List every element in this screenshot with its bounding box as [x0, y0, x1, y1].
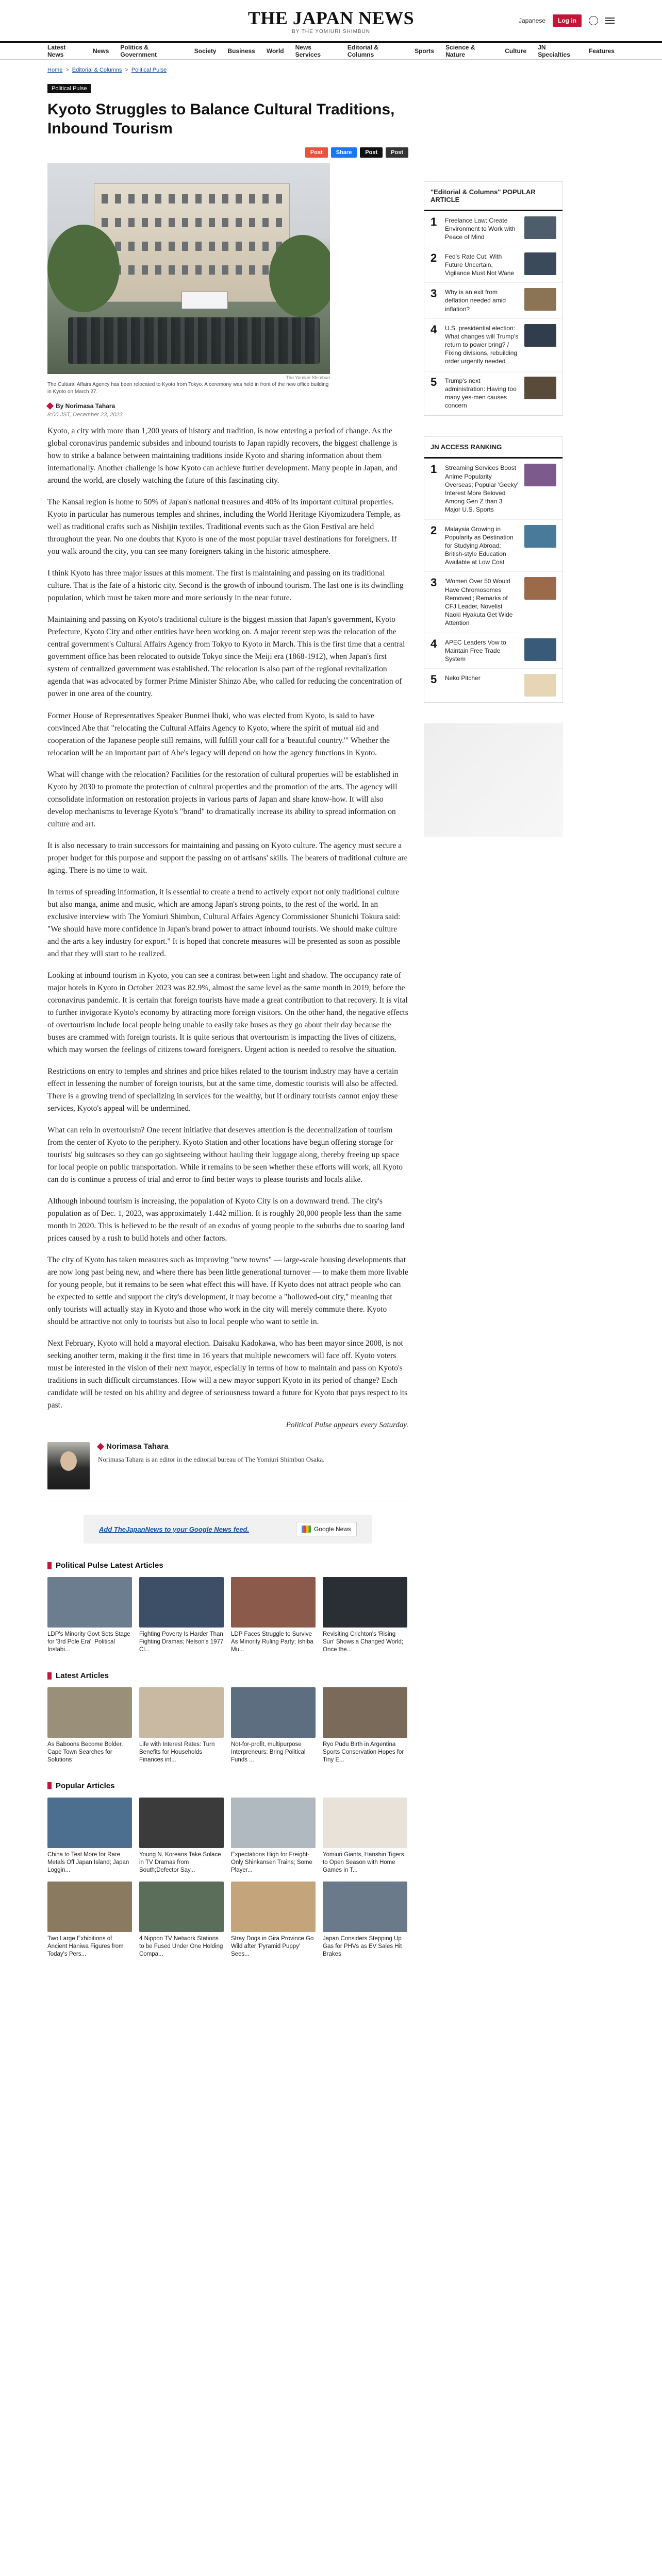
share-button-hatena[interactable]: Post [305, 147, 328, 158]
card-thumbnail[interactable] [231, 1882, 316, 1932]
category-tag[interactable]: Political Pulse [47, 84, 91, 93]
window-shape [142, 265, 148, 275]
card-title[interactable]: Japan Considers Stepping Up Gas for PHVs as EV Sales Hit Brakes [323, 1935, 402, 1957]
language-link[interactable]: Japanese [518, 17, 545, 24]
window-shape [195, 194, 202, 204]
window-shape [102, 194, 108, 204]
rank-number: 3 [431, 287, 437, 300]
rank-number: 2 [431, 251, 437, 264]
nav-item[interactable]: Science & Nature [445, 44, 475, 58]
card-thumbnail[interactable] [139, 1798, 224, 1848]
article-section [47, 1671, 408, 1764]
card-thumbnail[interactable] [323, 1882, 407, 1932]
card-grid [47, 1798, 408, 1958]
rank-title[interactable]: 'Women Over 50 Would Have Chromosomes Removed'; Remarks of CFJ Leader, Novelist Naoki Hyakuta Get Wide Attention [445, 578, 513, 627]
rank-thumbnail[interactable] [524, 252, 556, 275]
author-box [47, 1442, 408, 1501]
pen-icon [46, 402, 54, 410]
card-title[interactable]: Stray Dogs in Gira Province Go Wild after 'Pyramid Puppy' Sees... [231, 1935, 314, 1957]
article-card[interactable] [47, 1882, 132, 1958]
section-title [47, 1782, 408, 1790]
nav-item[interactable]: Sports [415, 47, 435, 55]
header-tools [519, 14, 615, 27]
section-marker-icon [47, 1562, 52, 1569]
author-photo [47, 1442, 90, 1489]
popular-title: "Editorial & Columns" POPULAR ARTICLE [424, 182, 562, 211]
window-shape [222, 242, 228, 251]
card-grid [47, 1577, 408, 1654]
window-shape [249, 194, 255, 204]
card-title[interactable]: Expectations High for Freight-Only Shinkansen Trains; Some Player... [231, 1851, 312, 1873]
site-header [0, 0, 662, 41]
window-shape [249, 218, 255, 227]
building-illustration [94, 183, 290, 302]
author-name[interactable] [98, 1442, 324, 1451]
window-shape [128, 265, 135, 275]
rank-thumbnail[interactable] [524, 577, 556, 600]
rank-title[interactable]: Fed's Rate Cut: With Future Uncertain, Vigilance Must Not Wane [445, 252, 515, 277]
article [47, 83, 408, 1958]
window-shape [209, 194, 215, 204]
rank-item[interactable] [424, 319, 562, 371]
rank-title[interactable]: Why is an exit from deflation needed amid inflation? [445, 289, 506, 313]
window-shape [182, 242, 188, 251]
card-title[interactable]: LDP Faces Struggle to Survive As Minority Ruling Party; Ishiba Mu... [231, 1631, 313, 1653]
article-card[interactable] [231, 1798, 316, 1874]
login-button[interactable]: Log in [553, 14, 582, 27]
window-shape [249, 265, 255, 275]
article-card[interactable] [139, 1882, 224, 1958]
rank-number: 2 [431, 523, 437, 537]
rank-title[interactable]: Trump's next administration: Having too many yes-men causes concern [445, 377, 517, 410]
nav-item[interactable]: News Services [295, 44, 321, 58]
card-title[interactable]: China to Test More for Rare Metals Off Japan Island; Japan Loggin... [47, 1851, 129, 1873]
rank-number: 5 [431, 673, 437, 686]
article-card[interactable] [47, 1687, 132, 1764]
article-card[interactable] [139, 1687, 224, 1764]
window-shape [222, 265, 228, 275]
rank-number: 1 [431, 215, 437, 228]
window-shape [262, 265, 269, 275]
related-sections [47, 1561, 408, 1958]
rank-number: 4 [431, 323, 437, 336]
window-shape [115, 194, 121, 204]
article-card[interactable] [323, 1687, 407, 1764]
article-paragraph: Although inbound tourism is increasing, the population of Kyoto City is on a downward trend. The city's population as of Dec. 1, 2023, was approximately 1.442 million. It is roughly 20,000 people less than the same month in 2020. This is believed to be the result of an exodus of young people to the suburbs due to soaring land prices caused by a rush to build hotels and other factors. [47, 1197, 405, 1243]
window-shape [236, 242, 242, 251]
byline-text[interactable]: By Norimasa Tahara [56, 402, 115, 410]
ranking-list [424, 459, 562, 702]
rank-title[interactable]: Neko Pitcher [445, 674, 481, 682]
window-shape [262, 218, 269, 227]
article-section [47, 1561, 408, 1654]
google-news-text[interactable]: Add TheJapanNews to your Google News feed. [99, 1525, 250, 1533]
card-title[interactable]: Life with Interest Rates: Turn Benefits for Households Finances int... [139, 1741, 215, 1763]
rank-number: 5 [431, 375, 437, 388]
article-card[interactable] [231, 1577, 316, 1654]
window-shape [128, 194, 135, 204]
card-thumbnail[interactable] [323, 1798, 407, 1848]
card-thumbnail[interactable] [231, 1798, 316, 1848]
card-thumbnail[interactable] [47, 1882, 132, 1932]
article-paragraph: It is also necessary to train successors for maintaining and passing on Kyoto culture. The agency must secure a proper budget for this purpose and support the passing on of artisans' skills. The bearers of traditional culture are aging. There is no time to wait. [47, 841, 408, 875]
article-paragraph: Restrictions on entry to temples and shrines and price hikes related to the tourism industry may have a certain effect in lessening the number of foreign tourists, but at the same time, domestic tourists will also be affected. There is a growing trend of specializing in services for the wealthy, but if ordinary tourists cannot enjoy these services, Kyoto's appeal will be undermined. [47, 1066, 399, 1113]
article-card[interactable] [231, 1687, 316, 1764]
window-shape [236, 265, 242, 275]
breadcrumb-home[interactable]: Home [47, 67, 63, 73]
rank-item[interactable] [424, 572, 562, 633]
article-card[interactable] [323, 1798, 407, 1874]
card-thumbnail[interactable] [139, 1882, 224, 1932]
rank-title[interactable]: APEC Leaders Vow to Maintain Free Trade System [445, 638, 506, 663]
photo-caption: The Cultural Affairs Agency has been relocated to Kyoto from Tokyo. A ceremony was held in front of the new office building in Kyoto on March 27. [47, 382, 329, 395]
card-title[interactable]: Revisiting Crichton's 'Rising Sun' Shows a Changed World; Once the... [323, 1631, 404, 1653]
section-title [47, 1671, 408, 1680]
article-paragraph: Next February, Kyoto will hold a mayoral election. Daisaku Kadokawa, who has been mayor since 2008, is not seeking another term, making it the first time in 16 years that multiple newcomers will face off. Kyoto voters must be interested in the vision of their next mayor, especially in terms of how to maintain and pass on Kyoto's traditions in such difficult circumstances. How will a new mayor support Kyoto in its period of change? Each candidate will be tested on his ability and degree of seriousness toward a future for Kyoto that pays respect to its past. [47, 1339, 408, 1410]
nav-item[interactable]: Editorial & Columns [347, 44, 378, 58]
nav-item[interactable]: Society [194, 47, 217, 55]
card-title[interactable]: Ryo Pudu Birth in Argentina Sports Conservation Hopes for Tiny E... [323, 1741, 404, 1763]
author-name-text[interactable]: Norimasa Tahara [106, 1442, 169, 1451]
dateline: 8:00 JST, December 23, 2023 [47, 412, 123, 418]
rank-thumbnail[interactable] [524, 216, 556, 239]
article-paragraph: What can rein in overtourism? One recent initiative that deserves attention is the decentralization of tourism from the center of Kyoto to the periphery. Kyoto Station and other locations have begun offering storage for tourists' big suitcases so they can go sightseeing without hauling their luggage along, thereby freeing up space for local people on public transportation. While it remains to be seen whether these efforts will work, all Kyoto can do is continue a process of trial and error to find better ways to please tourists and locals alike. [47, 1125, 403, 1184]
section-marker-icon [47, 1672, 52, 1680]
card-title[interactable]: Young N. Koreans Take Solace in TV Dramas from South;Defector Say... [139, 1851, 221, 1873]
window-shape [182, 194, 188, 204]
rank-item[interactable] [424, 211, 562, 247]
ranking-box [424, 436, 563, 703]
rank-title[interactable]: Malaysia Growing in Popularity as Destination for Studying Abroad; British-style Education Available at Low Cost [445, 525, 514, 566]
share-buttons [47, 147, 408, 158]
article-card[interactable] [323, 1577, 407, 1654]
breadcrumb-sep: > [125, 67, 128, 73]
rank-item[interactable] [424, 283, 562, 319]
search-icon[interactable] [589, 16, 598, 25]
tree-shape [269, 235, 330, 317]
google-news-button[interactable] [296, 1522, 357, 1536]
sidebar-ad[interactable] [424, 723, 563, 837]
google-news-label: Google News [313, 1526, 351, 1533]
rank-thumbnail[interactable] [524, 674, 556, 697]
window-shape [115, 218, 121, 227]
article-card[interactable] [139, 1577, 224, 1654]
window-shape [128, 218, 135, 227]
nav-item[interactable]: News [93, 47, 109, 55]
rank-thumbnail[interactable] [524, 324, 556, 347]
rank-title[interactable]: Freelance Law: Create Environment to Work with Peace of Mind [445, 217, 516, 241]
window-shape [155, 218, 161, 227]
window-shape [209, 242, 215, 251]
sidebar [424, 83, 563, 1958]
window-shape [102, 218, 108, 227]
window-shape [155, 265, 161, 275]
article-paragraph: Maintaining and passing on Kyoto's traditional culture is the biggest mission that Japan's government, Kyoto Prefecture, Kyoto City and other entities have been working on. A major recent step was the relocation of the central government's Cultural Affairs Agency from Tokyo to Kyoto in March. This is the first time that a central government office has been relocated to outside Tokyo since the Meiji era (1868-1912), when Japan's first system of centralized government was established. The relocation is also part of the regional revitalization agenda that was advocated by former Prime Minister Shinzo Abe, who called for reducing the concentration of power in one area of the country. [47, 615, 405, 699]
breadcrumb-editorial[interactable]: Editorial & Columns [72, 67, 122, 73]
google-news-banner[interactable] [84, 1515, 372, 1544]
nav-item[interactable]: Features [588, 47, 615, 55]
window-shape [155, 242, 161, 251]
rank-thumbnail[interactable] [524, 525, 556, 548]
window-shape [236, 194, 242, 204]
photo-credit: The Yomiuri Shimbun [286, 375, 330, 381]
rank-item[interactable] [424, 459, 562, 519]
window-shape [262, 194, 269, 204]
rank-item[interactable] [424, 669, 562, 702]
main-content [0, 76, 662, 1958]
window-shape [169, 218, 175, 227]
article-paragraph: Former House of Representatives Speaker Bunmei Ibuki, who was elected from Kyoto, is said to have convinced Abe that "relocating the Cultural Affairs Agency to Kyoto, where the spirit of mutual aid and cooperation of the Japanese people still remains, will fulfill your call for a 'beautiful country.'" Whether the relocation will be an important part of Abe's legacy will depend on how the agency functions in Kyoto. [47, 711, 390, 757]
nav-item[interactable]: Culture [505, 47, 527, 55]
card-thumbnail[interactable] [139, 1687, 224, 1738]
site-logo[interactable]: THE JAPAN NEWS [247, 7, 415, 28]
article-paragraph: Looking at inbound tourism in Kyoto, you can see a contrast between light and shadow. The occupancy rate of major hotels in Kyoto in October 2023 was 82.9%, almost the same level as the same month in 2019, before the coronavirus pandemic. It is certain that foreign tourists have made a great contribution to that recovery. It is vital to further invigorate Kyoto's economy by attracting more foreign visitors. On the other hand, the negative effects of overtourism include local people being unable to easily take buses as they go about their day because the buses are crammed with foreign tourists. It is quite serious that overtourism is impacting the lives of citizens, which may worsen the feelings of citizens toward foreigners. Urgent action is needed to resolve the situation. [47, 971, 408, 1054]
share-button-line[interactable]: Post [386, 147, 408, 158]
card-title[interactable]: Not-for-profit, multipurpose Interpreneurs: Bring Political Funds ... [231, 1741, 306, 1763]
author-bio: Norimasa Tahara is an editor in the editorial bureau of The Yomiuri Shimbun Osaka. [98, 1455, 325, 1464]
window-shape [195, 265, 202, 275]
rank-number: 1 [431, 463, 437, 476]
rank-title[interactable]: Streaming Services Boost Anime Popularity Overseas; Popular 'Geeky' Interest More Beloved Among Gen Z than 3 Major U.S. Sports [445, 464, 518, 514]
window-shape [195, 218, 202, 227]
window-shape [182, 218, 188, 227]
byline [47, 402, 408, 410]
window-shape [142, 242, 148, 251]
window-shape [222, 218, 228, 227]
section-title-text: Popular Articles [56, 1781, 115, 1790]
card-title[interactable]: As Baboons Become Bolder, Cape Town Searches for Solutions [47, 1741, 123, 1763]
rank-number: 4 [431, 637, 437, 650]
article-paragraph: The Kansai region is home to 50% of Japan's national treasures and 40% of its important cultural properties. Kyoto in particular has numerous temples and shrines, including the World Heritage Kiyomizudera Temple, as well as traditional crafts such as Nishijin textiles. Traditional events such as the Gion Festival are held throughout the year. No one doubts that Kyoto is one of the most popular travel destinations for foreigners. If you walk around the city, you can see many foreigners taking in the historic atmosphere. [47, 498, 401, 556]
window-shape [195, 242, 202, 251]
card-title[interactable]: Fighting Poverty Is Harder Than Fighting Dramas; Nelson's 1977 Cl... [139, 1631, 224, 1653]
rank-item[interactable] [424, 247, 562, 283]
article-card[interactable] [139, 1798, 224, 1874]
window-shape [142, 194, 148, 204]
window-shape [276, 194, 282, 204]
window-shape [249, 242, 255, 251]
article-paragraph: What will change with the relocation? Facilities for the restoration of cultural properties will be established in Kyoto by 2030 to promote the protection of cultural properties and the promotion of the arts. The agency will consolidate information on restoration projects in various parts of Japan and share know-how. It will also develop mechanisms to leverage Kyoto's "brand" to dramatically increase its ability to spread information on culture and art. [47, 770, 399, 828]
banner-shape [181, 292, 228, 309]
article-card[interactable] [47, 1798, 132, 1874]
card-title[interactable]: Two Large Exhibitions of Ancient Haniwa Figures from Today's Pers... [47, 1935, 124, 1957]
rank-item[interactable] [424, 633, 562, 669]
card-title[interactable]: LDP's Minority Govt Sets Stage for '3rd Pole Era'; Political Instabi... [47, 1631, 130, 1653]
card-thumbnail[interactable] [139, 1577, 224, 1628]
tree-shape [47, 225, 120, 312]
card-thumbnail[interactable] [323, 1687, 407, 1738]
nav-item[interactable]: Politics & Government [120, 44, 157, 58]
rank-title[interactable]: U.S. presidential election: What changes will Trump's return to power bring? / Fixing divisions, rebuilding order urgently needed [445, 324, 519, 365]
rank-item[interactable] [424, 371, 562, 416]
site-logo-tagline: BY THE YOMIURI SHIMBUN [291, 28, 371, 35]
window-shape [209, 265, 215, 275]
card-thumbnail[interactable] [47, 1798, 132, 1848]
article-section [47, 1782, 408, 1958]
article-card[interactable] [47, 1577, 132, 1654]
crowd-shape [68, 317, 320, 364]
card-thumbnail[interactable] [323, 1577, 407, 1628]
google-news-icon [302, 1526, 311, 1533]
card-thumbnail[interactable] [47, 1687, 132, 1738]
window-shape [209, 218, 215, 227]
card-thumbnail[interactable] [47, 1577, 132, 1628]
section-title [47, 1561, 408, 1570]
rank-thumbnail[interactable] [524, 638, 556, 661]
window-shape [262, 242, 269, 251]
article-paragraph: Kyoto, a city with more than 1,200 years of history and tradition, is now entering a period of change. As the global coronavirus pandemic subsides and inbound tourists to Japan rapidly recovers, the biggest challenge is how to strike a balance between maintaining traditions inside Kyoto and sharing information about them internationally. Another challenge is how Kyoto can achieve further development. Many people in Japan, and around the world, are closely watching the future of this fascinating city. [47, 427, 398, 485]
ranking-title: JN ACCESS RANKING [424, 437, 562, 459]
window-shape [128, 242, 135, 251]
rank-item[interactable] [424, 520, 562, 572]
popular-box [424, 181, 563, 416]
share-button-facebook[interactable]: Share [331, 147, 357, 158]
window-shape [169, 265, 175, 275]
nav-item[interactable]: Business [227, 47, 255, 55]
card-thumbnail[interactable] [231, 1687, 316, 1738]
card-title[interactable]: Yomiuri Giants, Hanshin Tigers to Open Season with Home Games in T... [323, 1851, 404, 1873]
window-shape [142, 218, 148, 227]
nav-item[interactable]: Latest News [47, 44, 66, 58]
article-card[interactable] [231, 1882, 316, 1958]
window-shape [276, 218, 282, 227]
breadcrumb-political-pulse[interactable]: Political Pulse [131, 67, 167, 73]
rank-thumbnail[interactable] [524, 288, 556, 311]
main-nav [0, 41, 662, 60]
article-card[interactable] [323, 1882, 407, 1958]
pen-icon [97, 1443, 104, 1450]
section-marker-icon [47, 1782, 52, 1789]
window-shape [169, 242, 175, 251]
window-shape [182, 265, 188, 275]
rank-thumbnail[interactable] [524, 464, 556, 486]
article-body [47, 425, 408, 1412]
rank-number: 3 [431, 576, 437, 589]
breadcrumb-sep: > [65, 67, 69, 73]
section-title-text: Latest Articles [56, 1671, 109, 1681]
window-shape [155, 194, 161, 204]
window-shape [222, 194, 228, 204]
card-thumbnail[interactable] [231, 1577, 316, 1628]
window-shape [236, 218, 242, 227]
card-title[interactable]: 4 Nippon TV Network Stations to be Fused Under One Holding Compa... [139, 1935, 223, 1957]
popular-list [424, 211, 562, 415]
hero-photo [47, 163, 330, 374]
share-button-x[interactable]: Post [360, 147, 383, 158]
rank-thumbnail[interactable] [524, 377, 556, 399]
section-title-text: Political Pulse Latest Articles [56, 1561, 163, 1570]
article-headline: Kyoto Struggles to Balance Cultural Traditions, Inbound Tourism [47, 101, 395, 137]
article-paragraph: In terms of spreading information, it is essential to create a trend to actively export not only traditional culture but also manga, anime and music, which are among Japan's strong points, to the rest of the world. In an exclusive interview with The Yomiuri Shimbun, Cultural Affairs Agency Commissioner Shunichi Tokura said: "We should have more confidence in Japan's brand power to attract inbound tourists. We should make culture and the arts a key industry for export." It is hoped that concrete measures will be presented as soon as possible and that they will start to be realized. [47, 887, 401, 958]
article-paragraph: The city of Kyoto has taken measures such as improving "new towns" — large-scale housing developments that are now long past being new, and where there has been little generational turnover — to make them more livable for young people, but it remains to be seen what effect this will have. If Kyoto does not attract people who can be expected to settle and support the city's development, it may become a "hollowed-out city," meaning that only tourists will actually stay in Kyoto and those who work in the city will merely commute there. Kyoto should be attractive not only to tourists but also to local people who want to settle in. [47, 1256, 408, 1327]
breadcrumb [0, 60, 662, 76]
card-grid [47, 1687, 408, 1764]
article-paragraph: I think Kyoto has three major issues at this moment. The first is maintaining and passing on its traditional culture. That is the fate of a historic city. Second is the growth of inbound tourism. The last one is its dwindling population, which must be taken more and more seriously in the near future. [47, 569, 404, 603]
window-shape [169, 194, 175, 204]
closing-note: Political Pulse appears every Saturday. [286, 1421, 408, 1430]
menu-icon[interactable] [605, 18, 615, 24]
nav-item[interactable]: World [266, 47, 284, 55]
nav-item[interactable]: JN Specialties [538, 44, 570, 58]
